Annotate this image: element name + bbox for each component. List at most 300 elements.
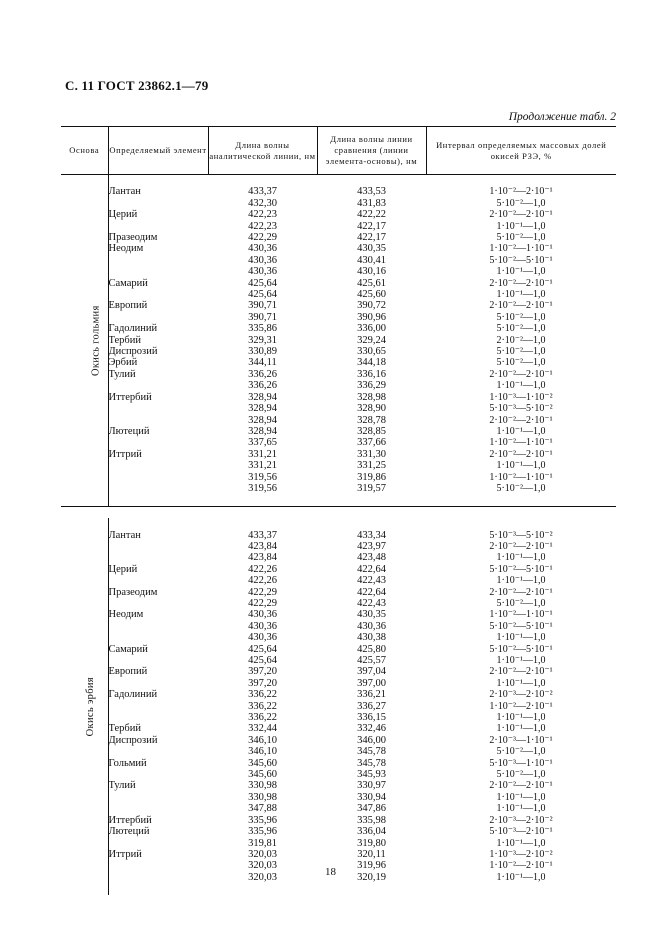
analytical-line-cell: 347,88 — [248, 803, 277, 815]
element-cell — [108, 678, 208, 689]
interval-cell: 5·10⁻³—5·10⁻² — [489, 529, 553, 541]
element-cell — [108, 712, 208, 723]
comparison-line-cell: 345,78 — [357, 746, 386, 758]
comparison-line-cell: 430,35 — [357, 609, 386, 621]
table-row — [61, 357, 616, 368]
table-row — [61, 266, 616, 277]
table-row — [61, 186, 616, 197]
element-cell: Тулий — [108, 780, 136, 792]
element-cell — [108, 289, 208, 300]
element-cell — [108, 403, 208, 414]
comparison-line-cell: 319,80 — [357, 837, 386, 849]
table-row — [61, 209, 616, 220]
comparison-line-cell: 430,36 — [357, 620, 386, 632]
analytical-line-cell: 346,10 — [248, 746, 277, 758]
table-row — [61, 826, 616, 837]
table-row — [61, 323, 616, 334]
element-cell — [108, 255, 208, 266]
interval-cell: 1·10⁻²—1·10⁻¹ — [489, 243, 553, 255]
interval-cell: 1·10⁻¹—1,0 — [496, 380, 546, 392]
interval-cell: 2·10⁻²—1,0 — [496, 334, 546, 346]
element-cell: Лютеций — [108, 826, 150, 838]
interval-cell: 5·10⁻²—1,0 — [496, 323, 546, 335]
interval-cell: 1·10⁻²—1·10⁻¹ — [489, 609, 553, 621]
interval-cell: 5·10⁻³—2·10⁻¹ — [489, 826, 553, 838]
analytical-line-cell: 328,94 — [248, 425, 277, 437]
element-cell: Самарий — [108, 277, 148, 289]
table-row — [61, 346, 616, 357]
column-header-analytical-line: Длина волны аналитической линии, нм — [208, 127, 317, 175]
comparison-line-cell: 329,24 — [357, 334, 386, 346]
comparison-line-cell: 425,61 — [357, 277, 386, 289]
table-row — [61, 243, 616, 254]
comparison-line-cell: 320,19 — [357, 871, 386, 883]
element-cell: Празеодим — [108, 586, 158, 598]
table-row — [61, 380, 616, 391]
analytical-line-cell: 430,36 — [248, 609, 277, 621]
interval-cell: 2·10⁻²—2·10⁻¹ — [489, 277, 553, 289]
page-header: С. 11 ГОСТ 23862.1—79 — [65, 78, 209, 93]
table-row — [61, 437, 616, 448]
table-row — [61, 232, 616, 243]
analytical-line-cell: 430,36 — [248, 620, 277, 632]
table-row — [61, 803, 616, 814]
group-spacer-row — [61, 518, 616, 529]
interval-cell: 5·10⁻²—1,0 — [496, 197, 546, 209]
table-row — [61, 392, 616, 403]
comparison-line-cell: 422,17 — [357, 220, 386, 232]
analytical-line-cell: 390,71 — [248, 311, 277, 323]
analytical-line-cell: 346,10 — [248, 734, 277, 746]
element-cell: Неодим — [108, 243, 144, 255]
table-row — [61, 838, 616, 849]
element-cell: Празеодим — [108, 232, 158, 244]
interval-cell: 1·10⁻¹—1,0 — [496, 712, 546, 724]
element-cell: Церий — [108, 209, 138, 221]
comparison-line-cell: 430,35 — [357, 243, 386, 255]
interval-cell: 5·10⁻²—1,0 — [496, 357, 546, 369]
element-cell: Иттрий — [108, 448, 142, 460]
analytical-line-cell: 336,26 — [248, 380, 277, 392]
interval-cell: 2·10⁻²—2·10⁻¹ — [489, 448, 553, 460]
analytical-line-cell: 335,86 — [248, 323, 277, 335]
comparison-line-cell: 328,78 — [357, 414, 386, 426]
element-cell: Европий — [108, 300, 148, 312]
table-row — [61, 278, 616, 289]
table-row — [61, 403, 616, 414]
analytical-line-cell: 320,03 — [248, 871, 277, 883]
table-row — [61, 632, 616, 643]
analytical-line-cell: 423,84 — [248, 540, 277, 552]
table-row — [61, 369, 616, 380]
base-label: Окись эрбия — [84, 676, 96, 736]
analytical-line-cell: 425,64 — [248, 655, 277, 666]
table-row — [61, 746, 616, 757]
table-row — [61, 335, 616, 346]
element-cell: Тулий — [108, 368, 136, 380]
element-cell — [108, 803, 208, 814]
element-cell — [108, 541, 208, 552]
comparison-line-cell: 336,29 — [357, 380, 386, 392]
interval-cell: 5·10⁻²—1,0 — [496, 346, 546, 358]
element-cell — [108, 415, 208, 426]
analytical-line-cell: 331,21 — [248, 448, 277, 460]
analytical-line-cell: 345,60 — [248, 757, 277, 769]
element-cell — [108, 792, 208, 803]
interval-cell: 1·10⁻³—2·10⁻² — [489, 848, 553, 860]
analytical-line-cell: 336,22 — [248, 689, 277, 701]
analytical-line-cell: 425,64 — [248, 277, 277, 289]
group-holmium-oxide — [61, 175, 616, 507]
element-cell: Эрбий — [108, 357, 138, 369]
element-cell — [108, 701, 208, 712]
comparison-line-cell: 344,18 — [357, 357, 386, 369]
comparison-line-cell: 330,65 — [357, 346, 386, 358]
table-row — [61, 312, 616, 323]
comparison-line-cell: 320,11 — [357, 848, 386, 860]
analytical-line-cell: 335,96 — [248, 826, 277, 838]
element-cell: Лантан — [108, 529, 141, 541]
analytical-line-cell: 397,20 — [248, 677, 277, 689]
analytical-line-cell: 422,23 — [248, 220, 277, 232]
analytical-line-cell: 320,03 — [248, 860, 277, 872]
comparison-line-cell: 397,04 — [357, 666, 386, 678]
interval-cell: 5·10⁻³—1·10⁻¹ — [489, 757, 553, 769]
interval-cell: 2·10⁻²—2·10⁻¹ — [489, 586, 553, 598]
analytical-line-cell: 330,98 — [248, 791, 277, 803]
interval-cell: 1·10⁻²—1·10⁻¹ — [489, 471, 553, 483]
element-cell — [108, 838, 208, 849]
comparison-line-cell: 425,57 — [357, 655, 386, 666]
interval-cell: 1·10⁻¹—1,0 — [496, 677, 546, 689]
analytical-line-cell: 336,22 — [248, 712, 277, 724]
spectral-lines-table — [61, 126, 616, 895]
comparison-line-cell: 336,27 — [357, 700, 386, 712]
table-row — [61, 449, 616, 460]
analytical-line-cell: 432,30 — [248, 197, 277, 209]
analytical-line-cell: 390,71 — [248, 300, 277, 312]
analytical-line-cell: 337,65 — [248, 437, 277, 449]
analytical-line-cell: 422,29 — [248, 232, 277, 244]
comparison-line-cell: 430,38 — [357, 632, 386, 644]
analytical-line-cell: 319,56 — [248, 482, 277, 494]
comparison-line-cell: 430,16 — [357, 266, 386, 278]
interval-cell: 2·10⁻²—2·10⁻¹ — [489, 666, 553, 678]
analytical-line-cell: 320,03 — [248, 848, 277, 860]
group-spacer-row — [61, 175, 616, 187]
interval-cell: 1·10⁻¹—1,0 — [496, 871, 546, 883]
interval-cell: 5·10⁻²—5·10⁻¹ — [489, 563, 553, 575]
analytical-line-cell: 328,94 — [248, 414, 277, 426]
element-cell — [108, 221, 208, 232]
comparison-line-cell: 425,60 — [357, 289, 386, 301]
column-header-base: Основа — [61, 127, 108, 175]
element-cell — [108, 769, 208, 780]
interval-cell: 5·10⁻²—5·10⁻¹ — [489, 643, 553, 655]
element-cell — [108, 621, 208, 632]
table-row — [61, 701, 616, 712]
element-cell: Самарий — [108, 643, 148, 655]
analytical-line-cell: 423,84 — [248, 552, 277, 564]
comparison-line-cell: 331,25 — [357, 460, 386, 472]
interval-cell: 5·10⁻²—1,0 — [496, 311, 546, 323]
element-cell — [108, 655, 208, 666]
element-cell: Иттербий — [108, 814, 152, 826]
analytical-line-cell: 344,11 — [248, 357, 277, 369]
interval-cell: 2·10⁻³—1·10⁻¹ — [489, 734, 553, 746]
comparison-line-cell: 390,96 — [357, 311, 386, 323]
element-cell: Лантан — [108, 186, 141, 198]
comparison-line-cell: 433,34 — [357, 529, 386, 541]
comparison-line-cell: 422,64 — [357, 586, 386, 598]
comparison-line-cell: 345,78 — [357, 757, 386, 769]
table-row — [61, 666, 616, 677]
comparison-line-cell: 425,80 — [357, 643, 386, 655]
analytical-line-cell: 433,37 — [248, 529, 277, 541]
table-row — [61, 689, 616, 700]
analytical-line-cell: 332,44 — [248, 723, 277, 735]
comparison-line-cell: 319,96 — [357, 860, 386, 872]
group-separator — [61, 506, 616, 518]
comparison-line-cell: 346,00 — [357, 734, 386, 746]
interval-cell: 1·10⁻¹—1,0 — [496, 803, 546, 815]
analytical-line-cell: 422,26 — [248, 575, 277, 587]
element-cell — [108, 746, 208, 757]
comparison-line-cell: 347,86 — [357, 803, 386, 815]
analytical-line-cell: 430,36 — [248, 632, 277, 644]
comparison-line-cell: 331,30 — [357, 448, 386, 460]
table-row — [61, 678, 616, 689]
table-row — [61, 460, 616, 471]
interval-cell: 1·10⁻¹—1,0 — [496, 837, 546, 849]
comparison-line-cell: 319,57 — [357, 482, 386, 494]
interval-cell: 1·10⁻¹—1,0 — [496, 460, 546, 472]
table-row — [61, 712, 616, 723]
table-row — [61, 483, 616, 494]
interval-cell: 5·10⁻²—1,0 — [496, 232, 546, 244]
element-cell — [108, 483, 208, 494]
table-row — [61, 780, 616, 791]
analytical-line-cell: 328,94 — [248, 403, 277, 415]
analytical-line-cell: 422,26 — [248, 563, 277, 575]
analytical-line-cell: 345,60 — [248, 769, 277, 781]
analytical-line-cell: 430,36 — [248, 243, 277, 255]
analytical-line-cell: 425,64 — [248, 289, 277, 301]
comparison-line-cell: 397,00 — [357, 677, 386, 689]
interval-cell: 2·10⁻³—2·10⁻² — [489, 814, 553, 826]
comparison-line-cell: 336,21 — [357, 689, 386, 701]
comparison-line-cell: 422,43 — [357, 597, 386, 609]
comparison-line-cell: 422,43 — [357, 575, 386, 587]
column-header-interval: Интервал определяемых массовых долей окисей РЗЭ, % — [426, 127, 616, 175]
interval-cell: 1·10⁻¹—1,0 — [496, 575, 546, 587]
element-cell: Европий — [108, 666, 148, 678]
element-cell — [108, 380, 208, 391]
element-cell — [108, 472, 208, 483]
element-cell — [108, 632, 208, 643]
interval-cell: 2·10⁻²—2·10⁻¹ — [489, 414, 553, 426]
comparison-line-cell: 336,16 — [357, 368, 386, 380]
column-header-element: Определяемый элемент — [108, 127, 208, 175]
table-row — [61, 426, 616, 437]
table-row — [61, 849, 616, 860]
analytical-line-cell: 335,96 — [248, 814, 277, 826]
comparison-line-cell: 423,97 — [357, 540, 386, 552]
table-row — [61, 415, 616, 426]
group-erbium-oxide — [61, 506, 616, 894]
interval-cell: 5·10⁻²—5·10⁻¹ — [489, 620, 553, 632]
interval-cell: 1·10⁻²—2·10⁻¹ — [489, 186, 553, 198]
element-cell: Гадолиний — [108, 323, 158, 335]
comparison-line-cell: 336,00 — [357, 323, 386, 335]
table-row — [61, 655, 616, 666]
table-row — [61, 289, 616, 300]
interval-cell: 5·10⁻²—1,0 — [496, 597, 546, 609]
element-cell: Тербий — [108, 723, 142, 735]
comparison-line-cell: 430,41 — [357, 254, 386, 266]
comparison-line-cell: 422,17 — [357, 232, 386, 244]
group-spacer-row — [61, 883, 616, 894]
table-row — [61, 621, 616, 632]
interval-cell: 1·10⁻¹—1,0 — [496, 723, 546, 735]
analytical-line-cell: 328,94 — [248, 391, 277, 403]
analytical-line-cell: 336,26 — [248, 368, 277, 380]
element-cell — [108, 266, 208, 277]
base-cell — [61, 518, 108, 894]
comparison-line-cell: 431,83 — [357, 197, 386, 209]
table-row — [61, 598, 616, 609]
table-row — [61, 541, 616, 552]
table-row — [61, 530, 616, 541]
analytical-line-cell: 430,36 — [248, 254, 277, 266]
table-row — [61, 575, 616, 586]
table-row — [61, 758, 616, 769]
base-cell — [61, 175, 108, 507]
interval-cell: 5·10⁻²—5·10⁻¹ — [489, 254, 553, 266]
comparison-line-cell: 332,46 — [357, 723, 386, 735]
interval-cell: 2·10⁻²—2·10⁻¹ — [489, 300, 553, 312]
analytical-line-cell: 422,29 — [248, 586, 277, 598]
analytical-line-cell: 425,64 — [248, 643, 277, 655]
table-row — [61, 472, 616, 483]
table-row — [61, 221, 616, 232]
analytical-line-cell: 319,56 — [248, 471, 277, 483]
analytical-line-cell: 319,81 — [248, 837, 277, 849]
element-cell — [108, 198, 208, 209]
element-cell: Гольмий — [108, 757, 147, 769]
interval-cell: 1·10⁻¹—1,0 — [496, 425, 546, 437]
comparison-line-cell: 433,53 — [357, 186, 386, 198]
page-number: 18 — [325, 866, 336, 878]
element-cell: Гадолиний — [108, 689, 158, 701]
interval-cell: 5·10⁻³—5·10⁻² — [489, 403, 553, 415]
table-row — [61, 198, 616, 209]
interval-cell: 1·10⁻¹—1,0 — [496, 632, 546, 644]
interval-cell: 1·10⁻¹—1,0 — [496, 266, 546, 278]
table-row — [61, 564, 616, 575]
table-row — [61, 609, 616, 620]
comparison-line-cell: 330,94 — [357, 791, 386, 803]
comparison-line-cell: 345,93 — [357, 769, 386, 781]
interval-cell: 1·10⁻¹—1,0 — [496, 552, 546, 564]
table-row — [61, 792, 616, 803]
element-cell: Неодим — [108, 609, 144, 621]
interval-cell: 1·10⁻²—2·10⁻¹ — [489, 700, 553, 712]
element-cell: Иттербий — [108, 391, 152, 403]
comparison-line-cell: 330,97 — [357, 780, 386, 792]
comparison-line-cell: 328,98 — [357, 391, 386, 403]
table-header-row — [61, 127, 616, 175]
interval-cell: 1·10⁻¹—1,0 — [496, 289, 546, 301]
analytical-line-cell: 329,31 — [248, 334, 277, 346]
table-row — [61, 735, 616, 746]
element-cell — [108, 437, 208, 448]
interval-cell: 2·10⁻²—2·10⁻¹ — [489, 540, 553, 552]
base-label: Окись гольмия — [90, 305, 102, 376]
element-cell: Церий — [108, 563, 138, 575]
interval-cell: 1·10⁻²—1·10⁻¹ — [489, 437, 553, 449]
interval-cell: 5·10⁻²—1,0 — [496, 746, 546, 758]
interval-cell: 1·10⁻³—1·10⁻² — [489, 391, 553, 403]
element-cell — [108, 312, 208, 323]
comparison-line-cell: 422,64 — [357, 563, 386, 575]
element-cell — [108, 460, 208, 471]
comparison-line-cell: 423,48 — [357, 552, 386, 564]
interval-cell: 5·10⁻²—1,0 — [496, 769, 546, 781]
analytical-line-cell: 330,98 — [248, 780, 277, 792]
interval-cell: 1·10⁻¹—1,0 — [496, 220, 546, 232]
interval-cell: 2·10⁻²—2·10⁻¹ — [489, 368, 553, 380]
analytical-line-cell: 397,20 — [248, 666, 277, 678]
element-cell — [108, 598, 208, 609]
group-spacer-row — [61, 494, 616, 506]
column-header-comparison-line: Длина волны линии сравнения (линии элемента-основы), нм — [317, 127, 426, 175]
element-cell: Диспрозий — [108, 346, 158, 358]
interval-cell: 2·10⁻²—2·10⁻¹ — [489, 209, 553, 221]
analytical-line-cell: 422,29 — [248, 597, 277, 609]
interval-cell: 2·10⁻³—2·10⁻² — [489, 689, 553, 701]
element-cell: Лютеций — [108, 425, 150, 437]
interval-cell: 5·10⁻²—1,0 — [496, 482, 546, 494]
comparison-line-cell: 328,90 — [357, 403, 386, 415]
comparison-line-cell: 336,04 — [357, 826, 386, 838]
table-row — [61, 255, 616, 266]
table-row — [61, 552, 616, 563]
interval-cell: 1·10⁻²—2·10⁻¹ — [489, 860, 553, 872]
interval-cell: 1·10⁻¹—1,0 — [496, 655, 546, 666]
table-row — [61, 769, 616, 780]
element-cell — [108, 552, 208, 563]
comparison-line-cell: 390,72 — [357, 300, 386, 312]
comparison-line-cell: 336,15 — [357, 712, 386, 724]
element-cell: Иттрий — [108, 848, 142, 860]
analytical-line-cell: 433,37 — [248, 186, 277, 198]
analytical-line-cell: 422,23 — [248, 209, 277, 221]
comparison-line-cell: 422,22 — [357, 209, 386, 221]
comparison-line-cell: 319,86 — [357, 471, 386, 483]
table-row — [61, 587, 616, 598]
analytical-line-cell: 331,21 — [248, 460, 277, 472]
table-row — [61, 815, 616, 826]
analytical-line-cell: 330,89 — [248, 346, 277, 358]
element-cell — [108, 575, 208, 586]
table-row — [61, 723, 616, 734]
element-cell: Тербий — [108, 334, 142, 346]
table-row — [61, 644, 616, 655]
comparison-line-cell: 335,98 — [357, 814, 386, 826]
interval-cell: 1·10⁻¹—1,0 — [496, 791, 546, 803]
analytical-line-cell: 336,22 — [248, 700, 277, 712]
